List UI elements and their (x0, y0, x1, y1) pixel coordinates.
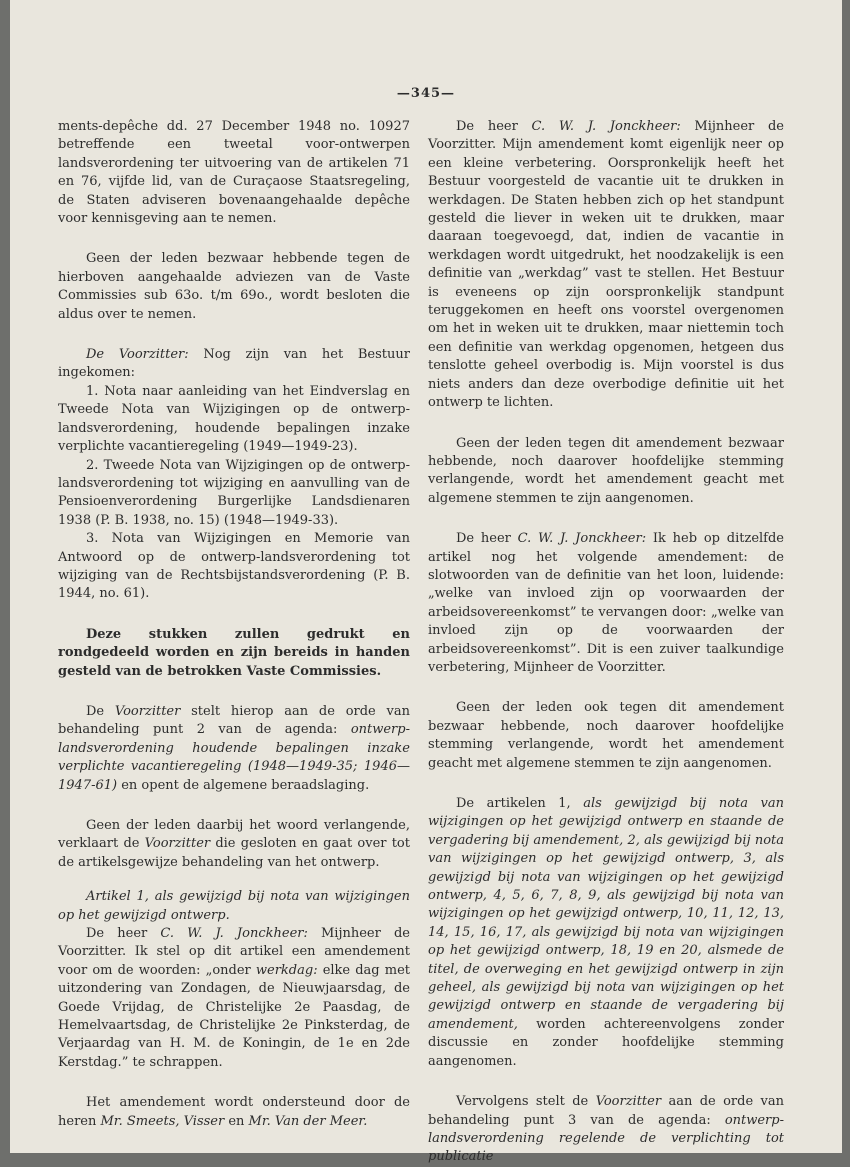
agenda-item: ontwerp-landsverordening regelende de verplichting tot publicatie (428, 1112, 784, 1165)
paragraph: Het amendement wordt ondersteund door de heren Mr. Smeets, Visser en Mr. Van der Meer. (58, 1095, 410, 1129)
member-names: Mr. Van der Meer. (248, 1113, 368, 1129)
paragraph: Geen der leden tegen dit amendement bezwaar hebbende, noch daarover hoofdelijke stemming verlangende, wordt het amendement geacht met algemene stemmen te zijn aangenomen. (428, 435, 784, 506)
speaker-name: De Voorzitter: (86, 347, 189, 363)
list-item: 3. Nota van Wijzigingen en Memorie van Antwoord op de ontwerp-landsverordening tot wijziging van de Rechtsbijstandsverordening (P. B. 1944, no. 61). (58, 531, 410, 602)
left-column (58, 118, 410, 1131)
right-column (428, 118, 784, 1167)
paragraph: De Voorzitter: Nog zijn van het Bestuur ingekomen: (58, 347, 410, 381)
paragraph: De Voorzitter stelt hierop aan de orde van behandeling punt 2 van de agenda: ontwerp-landsverordening houdende bepalingen inzake verplichte vacantieregeling (1948—1949-35; 1946—1947-61) en opent de algemene beraadslaging. (58, 703, 411, 793)
paragraph: De artikelen 1, als gewijzigd bij nota van wijzigingen op het gewijzigd ontwerp en staande de vergadering bij amendement, 2, als gewijzigd bij nota van wijzigingen op het gewijzigd ontwerp, 3, als gewijzigd bij nota van wijzigingen op het gewijzigd ontwerp, 4, 5, 6, 7, 8, 9, als gewijzigd bij nota van wijzigingen op het gewijzigd ontwerp, 10, 11, 12, 13, 14, 15, 16, 17, als gewijzigd bij nota van wijzigingen op het gewijzigd ontwerp, 18, 19 en 20, alsmede de titel, de overweging en het gewijzigd ontwerp in zijn geheel, als gewijzigd bij nota van wijzigingen op het gewijzigd ontwerp en staande de vergadering bij amendement, worden achtereenvolgens zonder discussie en zonder hoofdelijke stemming aangenomen. (428, 796, 784, 1069)
speaker-name: C. W. J. Jonckheer: (531, 119, 681, 134)
paragraph: Geen der leden daarbij het woord verlangende, verklaart de Voorzitter die gesloten en gaat over tot de artikelsgewijze behandeling van het ontwerp. (58, 818, 410, 870)
article-heading: Artikel 1, als gewijzigd bij nota van wijzigingen op het gewijzigd ontwerp. (58, 889, 410, 923)
speaker-name: Voorzitter (144, 836, 211, 852)
paragraph: De heer C. W. J. Jonckheer: Mijnheer de Voorzitter. Mijn amendement komt eigenlijk neer op een kleine verbetering. Oorspronkelijk heeft het Bestuur voorgesteld de vacantie uit te drukken in werkdagen. De Staten hebben zich op het standpunt gesteld die liever in weken uit te drukken, maar daaraan toegevoegd, dat, indien de vacantie in werkdagen wordt uitgedrukt, het noodzakelijk is een definitie van „werkdag” vast te stellen. Het Bestuur is eveneens op zijn oorspronkelijk standpunt teruggekomen en heeft ons voorstel overgenomen om het in weken uit te drukken, maar niettemin toch een definitie van werkdag opgenomen, hetgeen dus tenslotte geheel overbodig is. Mijn voorstel is dus niets anders dan deze overbodige definitie uit het ontwerp te lichten. (428, 119, 784, 411)
speaker-name: Voorzitter (595, 1094, 662, 1110)
paragraph: De heer C. W. J. Jonckheer: Mijnheer de Voorzitter. Ik stel op dit artikel een amendement voor om de woorden: „onder werkdag: elke dag met uitzondering van Zondagen, de Nieuwjaarsdag, de Goede Vrijdag, de Christelijke 2e Paasdag, de Hemelvaartsdag, de Christelijke 2e Pinksterdag, de Verjaardag van H. M. de Koningin, de 1e en 2de Kerstdag.” te schrappen. (58, 926, 410, 1070)
article-list: als gewijzigd bij nota van wijzigingen op het gewijzigd ontwerp en staande de vergadering bij amendement, 2, als gewijzigd bij nota van wijzigingen op het gewijzigd ontwerp, 3, als gewijzigd bij nota van wijzigingen op het gewijzigd ontwerp, 4, 5, 6, 7, 8, 9, als gewijzigd bij nota van wijzigingen op het gewijzigd ontwerp, 10, 11, 12, 13, 14, 15, 16, 17, als gewijzigd bij nota van wijzigingen op het gewijzigd ontwerp, 18, 19 en 20, alsmede de titel, de overweging en het gewijzigd ontwerp in zijn geheel, als gewijzigd bij nota van wijzigingen op het gewijzigd ontwerp en staande de vergadering bij amendement, (428, 796, 784, 1032)
paragraph: Geen der leden ook tegen dit amendement bezwaar hebbende, noch daarover hoofdelijke stemming verlangende, wordt het amendement geacht met algemene stemmen te zijn aangenomen. (428, 700, 784, 771)
page-number: —345— (396, 86, 456, 101)
speaker-name: Voorzitter (114, 703, 181, 719)
speaker-name: C. W. J. Jonckheer: (517, 531, 647, 547)
document-page (10, 0, 842, 1165)
paragraph: ments-depêche dd. 27 December 1948 no. 10927 betreffende een tweetal voor-ontwerpen landsverordening ter uitvoering van de artikelen 71 en 76, vijfde lid, van de Curaçaose Staatsregeling, de Staten adviseren bovenaangehaalde depêche voor kennisgeving aan te nemen. (58, 119, 410, 227)
member-names: Mr. Smeets, Visser (100, 1113, 225, 1129)
speaker-name: C. W. J. Jonckheer: (160, 926, 308, 942)
list-item: 2. Tweede Nota van Wijzigingen op de ontwerp-landsverordening tot wijziging en aanvulling van de Pensioenverordening Burgerlijke Landsdienaren 1938 (P. B. 1938, no. 15) (1948—1949-33). (58, 457, 410, 528)
paragraph: Geen der leden bezwaar hebbende tegen de hierboven aangehaalde adviezen van de Vaste Commissies sub 63o. t/m 69o., wordt besloten die aldus over te nemen. (58, 251, 410, 322)
paragraph: Deze stukken zullen gedrukt en rondgedeeld worden en zijn bereids in handen gesteld van de betrokken Vaste Commissies. (58, 626, 410, 679)
agenda-item: ontwerp-landsverordening houdende bepalingen inzake verplichte vacantieregeling (1948—1949-35; 1946—1947-61) (58, 722, 410, 793)
list-item: 1. Nota naar aanleiding van het Eindverslag en Tweede Nota van Wijzigingen op de ontwerp-landsverordening, houdende bepalingen inzake verplichte vacantieregeling (1949—1949-23). (58, 383, 410, 455)
paragraph: De heer C. W. J. Jonckheer: Ik heb op ditzelfde artikel nog het volgende amendement: de slotwoorden van de definitie van het loon, luidende: „welke van invloed zijn op voorwaarden der arbeidsovereenkomst” te vervangen door: „welke van invloed zijn op de voorwaarden der arbeidsovereenkomst”. Dit is een zuiver taalkundige verbetering, Mijnheer de Voorzitter. (428, 531, 784, 675)
paragraph: Vervolgens stelt de Voorzitter aan de orde van behandeling punt 3 van de agenda: ontwerp-landsverordening regelende de verplichting tot publicatie (428, 1094, 784, 1165)
